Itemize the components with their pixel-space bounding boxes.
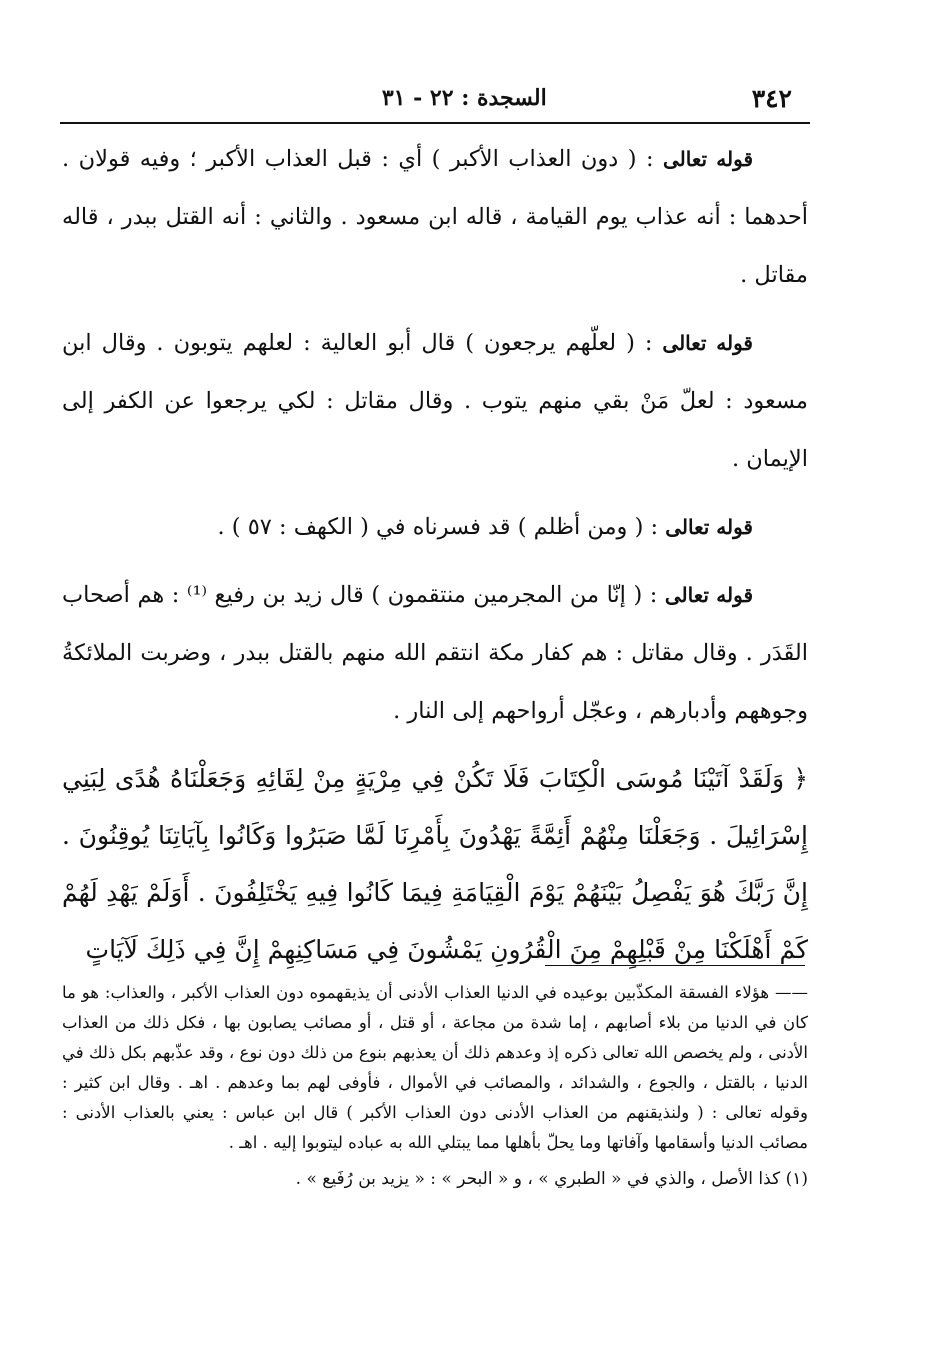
paragraph-label: قوله تعالى — [664, 583, 754, 607]
paragraph-label: قوله تعالى — [662, 147, 754, 171]
paragraph-text: : ( ومن أظلم ) قد فسرناه في ( الكهف : ٥٧ ) . — [217, 514, 659, 540]
running-title: السجدة : ٢٢ - ٣١ — [381, 85, 547, 111]
header-rule — [60, 122, 810, 124]
page-header — [60, 78, 810, 118]
page-number: ٣٤٢ — [751, 83, 792, 113]
commentary-paragraph — [62, 566, 808, 740]
commentary-paragraph — [62, 130, 808, 304]
footnote-continuation: —— هؤلاء الفسقة المكذّبين بوعيده في الدنيا العذاب الأدنى أن يذيقهموه دون العذاب الأكبر ، والعذاب: هو ما كان في الدنيا من بلاء أصابهم ، إما شدة من مجاعة ، أو قتل ، أو مصائب يصابون بها ، فكل ذلك من العذاب الأدنى ، ولم يخصص الله تعالى ذكره إذ وعدهم ذلك أن يعذبهم بنوع من ذلك دون نوع ، وقد عذّبهم بكل ذلك في الدنيا ، بالقتل ، والجوع ، والشدائد ، والمصائب في الأموال ، فأوفى لهم بما وعدهم . اهـ . وقال ابن كثير : وقوله تعالى : ( ولنذيقنهم من العذاب الأدنى دون العذاب الأكبر ) قال ابن عباس : يعني بالعذاب الأدنى : مصائب الدنيا وأسقامها وآفاتها وما يحلّ بأهلها مما يبتلي الله به عباده ليتوبوا إليه . اهـ . — [62, 983, 808, 1152]
quran-verse: ﴿ وَلَقَدْ آتَيْنَا مُوسَى الْكِتَابَ فَلَا تَكُنْ فِي مِرْيَةٍ مِنْ لِقَائِهِ وَجَعَلْنَاهُ هُدًى لِبَنِي إِسْرَائِيلَ . وَجَعَلْنَا مِنْهُمْ أَئِمَّةً يَهْدُونَ بِأَمْرِنَا لَمَّا صَبَرُوا وَكَانُوا بِآيَاتِنَا يُوقِنُونَ . إِنَّ رَبَّكَ هُوَ يَفْصِلُ بَيْنَهُمْ يَوْمَ الْقِيَامَةِ فِيمَا كَانُوا فِيهِ يَخْتَلِفُونَ . أَوَلَمْ يَهْدِ لَهُمْ كَمْ أَهْلَكْنَا مِنْ قَبْلِهِمْ مِنَ الْقُرُونِ يَمْشُونَ فِي مَسَاكِنِهِمْ إِنَّ فِي ذَلِكَ لَآيَاتٍ — [62, 764, 808, 964]
commentary-paragraph — [62, 498, 808, 556]
footnote-1: (١) كذا الأصل ، والذي في « الطبري » ، و « البحر » : « يزيد بن رُفَيع » . — [295, 1169, 808, 1189]
paragraph-text: : ( لعلّهم يرجعون ) قال أبو العالية : لعلهم يتوبون . وقال ابن مسعود : لعلّ مَنْ بقي منهم يتوب . وقال مقاتل : لكي يرجعوا عن الكفر إلى الإيمان . — [62, 330, 808, 472]
paragraph-label: قوله تعالى — [662, 331, 753, 355]
commentary-body — [62, 130, 808, 988]
paragraph-label: قوله تعالى — [665, 515, 753, 539]
footnote-rule — [545, 965, 805, 966]
commentary-paragraph — [62, 314, 808, 488]
footnotes — [62, 978, 808, 1194]
paragraph-text: : ( دون العذاب الأكبر ) أي : قبل العذاب الأكبر ؛ وفيه قولان . أحدهما : أنه عذاب يوم القيامة ، قاله ابن مسعود . والثاني : أنه القتل ببدر ، قاله مقاتل . — [62, 146, 808, 288]
paragraph-text: : ( إنّا من المجرمين منتقمون ) قال زيد بن رفيع ⁽¹⁾ : هم أصحاب القَدَر . وقال مقاتل : هم كفار مكة انتقم الله منهم بالقتل ببدر ، وضربت الملائكةُ وجوههم وأدبارهم ، وعجّل أرواحهم إلى النار . — [62, 582, 808, 724]
